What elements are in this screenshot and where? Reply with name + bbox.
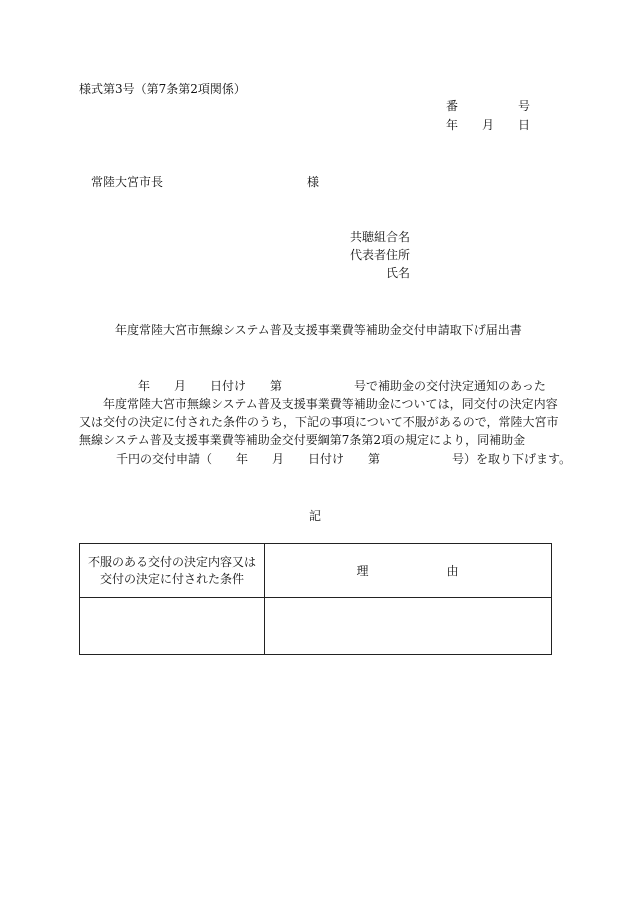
table-header-row (80, 544, 552, 598)
form-number: 様式第3号（第7条第2項関係） (79, 82, 246, 96)
document-number-line: 番 号 (446, 99, 531, 113)
addressee: 常陸大宮市長 様 (91, 175, 320, 189)
ki-heading: 記 (309, 509, 322, 523)
table-header-reason: 理由 (265, 544, 552, 598)
table-cell-condition[interactable] (80, 598, 265, 655)
table-header-condition-line-1: 不服のある交付の決定内容又は (87, 554, 256, 569)
table-header-condition-line-2: 交付の決定に付された条件 (99, 571, 244, 586)
body-line-2: 年度常陸大宮市無線システム普及支援事業費等補助金については，同交付の決定内容 (103, 397, 558, 411)
applicant-org-label: 共聴組合名 (349, 230, 410, 244)
body-line-4: 無線システム普及支援事業費等補助金交付要綱第7条第2項の規定により，同補助金 (79, 433, 526, 447)
body-line-5: 千円の交付申請（ 年 月 日付け 第 号）を取り下げます。 (116, 452, 572, 466)
table-cell-reason[interactable] (265, 598, 552, 655)
document-title: 年度常陸大宮市無線システム普及支援事業費等補助金交付申請取下げ届出書 (115, 323, 522, 337)
applicant-name-label: 氏名 (385, 266, 410, 280)
applicant-address-label: 代表者住所 (349, 248, 410, 262)
notes-table (79, 543, 552, 655)
date-line: 年 月 日 (446, 118, 531, 132)
table-header-condition (80, 544, 265, 598)
body-line-3: 又は交付の決定に付された条件のうち，下記の事項について不服があるので，常陸大宮市 (79, 415, 559, 429)
table-row (80, 598, 552, 655)
body-line-1: 年 月 日付け 第 号で補助金の交付決定通知のあった (138, 379, 546, 393)
